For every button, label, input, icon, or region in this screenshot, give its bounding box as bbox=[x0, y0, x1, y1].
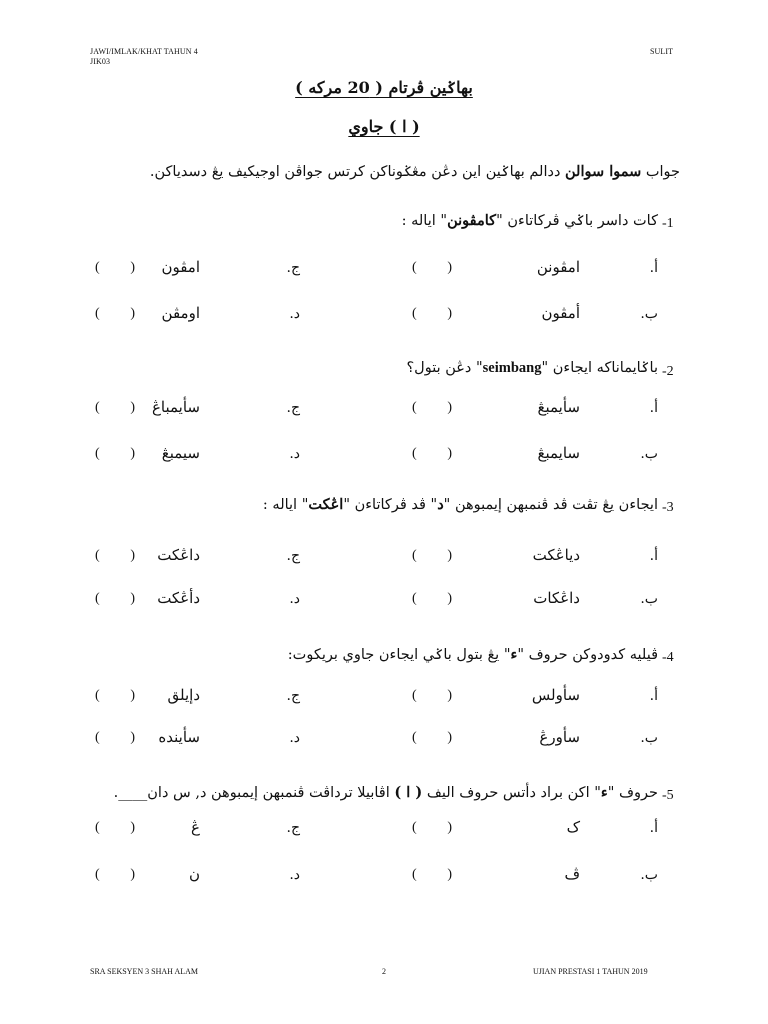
question-text-part: " اكن براد دأتس حروف اليف bbox=[422, 785, 601, 801]
option-a-word: ک bbox=[566, 818, 580, 836]
instruction-pre: جواب bbox=[641, 164, 680, 180]
option-d-label: د. bbox=[289, 867, 300, 883]
option-c-label: ج. bbox=[286, 820, 300, 836]
header-classification: SULIT bbox=[650, 47, 674, 56]
option-b-word: أمڤون bbox=[541, 304, 580, 322]
option-d-label: د. bbox=[289, 730, 300, 746]
box-open-paren: ( bbox=[95, 591, 100, 606]
box-open-paren: ( bbox=[95, 548, 100, 563]
option-b-answer-box[interactable] bbox=[412, 306, 452, 322]
box-open-paren: ( bbox=[95, 688, 100, 703]
box-close-paren: ) bbox=[447, 820, 452, 835]
option-a-answer-box[interactable] bbox=[412, 820, 452, 836]
option-c-answer-box[interactable] bbox=[95, 688, 135, 704]
box-close-paren: ) bbox=[130, 688, 135, 703]
option-c-word: سأيمباڠ bbox=[151, 398, 200, 416]
question-text-part: اڤابيلا ترداڤت ڤنمبهن إيمبوهن د, س دان bbox=[147, 785, 395, 801]
box-open-paren: ( bbox=[412, 591, 417, 606]
question-text-part: " ڤد ڤركاتاءن " bbox=[343, 497, 438, 513]
question-text-part: باݢايماناكه ايجاءن " bbox=[541, 360, 658, 376]
section-subtitle: ( ا ) جاوي bbox=[348, 117, 420, 136]
option-b-answer-box[interactable] bbox=[412, 446, 452, 462]
question-text-part: ء bbox=[600, 784, 608, 801]
box-close-paren: ) bbox=[447, 867, 452, 882]
box-open-paren: ( bbox=[95, 260, 100, 275]
question-text-part: ايجاءن يڠ تڤت ڤد ڤنمبهن إيمبوهن " bbox=[443, 497, 658, 513]
footer-school: SRA SEKSYEN 3 SHAH ALAM bbox=[90, 967, 199, 976]
question-text bbox=[402, 212, 658, 229]
option-d-word: سيمبڠ bbox=[161, 444, 200, 462]
option-b-label: ب. bbox=[640, 591, 658, 607]
option-b-label: ب. bbox=[640, 867, 658, 883]
box-open-paren: ( bbox=[412, 867, 417, 882]
box-open-paren: ( bbox=[95, 446, 100, 461]
option-c-label: ج. bbox=[286, 548, 300, 564]
box-close-paren: ) bbox=[130, 260, 135, 275]
box-close-paren: ) bbox=[130, 446, 135, 461]
question-text-part: ڤيليه كدودوكن حروف " bbox=[517, 647, 658, 663]
instruction-bold: سموا سوالن bbox=[565, 163, 642, 180]
option-c-word: داڠكت bbox=[157, 546, 200, 564]
option-a-label: أ. bbox=[649, 400, 658, 416]
box-open-paren: ( bbox=[412, 548, 417, 563]
question-text-part: د bbox=[437, 496, 444, 513]
box-open-paren: ( bbox=[95, 306, 100, 321]
box-close-paren: ) bbox=[447, 548, 452, 563]
option-a-label: أ. bbox=[649, 820, 658, 836]
question-text bbox=[406, 360, 658, 377]
option-a-label: أ. bbox=[649, 260, 658, 276]
option-b-word: سأورڠ bbox=[539, 728, 580, 746]
question-number: -2 bbox=[662, 364, 674, 379]
option-b-label: ب. bbox=[640, 306, 658, 322]
option-a-word: دياڠكت bbox=[532, 546, 580, 564]
option-c-answer-box[interactable] bbox=[95, 260, 135, 276]
question-text-part: ( ا ) bbox=[394, 784, 423, 801]
box-close-paren: ) bbox=[447, 400, 452, 415]
box-open-paren: ( bbox=[412, 820, 417, 835]
header-code: JIK03 bbox=[90, 57, 111, 66]
box-open-paren: ( bbox=[95, 730, 100, 745]
question-text-part: كامڤونن bbox=[447, 212, 497, 229]
box-close-paren: ) bbox=[130, 591, 135, 606]
question-number: -3 bbox=[662, 500, 674, 515]
option-b-word: سايمبڠ bbox=[537, 444, 580, 462]
option-d-answer-box[interactable] bbox=[95, 446, 135, 462]
option-a-label: أ. bbox=[649, 688, 658, 704]
box-close-paren: ) bbox=[447, 306, 452, 321]
box-open-paren: ( bbox=[412, 688, 417, 703]
question-number: -5 bbox=[662, 788, 674, 803]
section-title: بهاݢين ڤرتام ( 20 مركه ) bbox=[295, 78, 473, 97]
question-text bbox=[114, 784, 658, 801]
option-b-label: ب. bbox=[640, 446, 658, 462]
question-text bbox=[263, 496, 658, 513]
option-c-label: ج. bbox=[286, 688, 300, 704]
option-b-label: ب. bbox=[640, 730, 658, 746]
box-close-paren: ) bbox=[447, 730, 452, 745]
question-text-part: " اياله : bbox=[262, 497, 309, 513]
box-close-paren: ) bbox=[130, 730, 135, 745]
question-text-part: حروف " bbox=[607, 785, 658, 801]
instruction-post: ددالم بهاݢين اين دڠن مڠݢوناكن كرتس جواڤن اوجيكيف يڠ دسدياكن. bbox=[149, 164, 566, 180]
question-text-part: " دڠن بتول؟ bbox=[406, 360, 483, 376]
option-a-word: امڤونن bbox=[536, 258, 580, 276]
footer-page-number: 2 bbox=[382, 967, 386, 976]
option-c-answer-box[interactable] bbox=[95, 548, 135, 564]
question-text-part: كات دا‌سر باݢي ڤركاتاءن " bbox=[496, 213, 658, 229]
box-close-paren: ) bbox=[447, 591, 452, 606]
instruction bbox=[150, 163, 680, 180]
option-a-answer-box[interactable] bbox=[412, 400, 452, 416]
box-close-paren: ) bbox=[447, 688, 452, 703]
box-close-paren: ) bbox=[130, 306, 135, 321]
option-b-answer-box[interactable] bbox=[412, 867, 452, 883]
option-b-word: ڤ bbox=[564, 865, 580, 883]
option-d-label: د. bbox=[289, 591, 300, 607]
option-a-word: سأيمبڠ bbox=[537, 398, 580, 416]
box-close-paren: ) bbox=[447, 260, 452, 275]
option-b-answer-box[interactable] bbox=[412, 730, 452, 746]
option-d-word: ن bbox=[188, 865, 200, 883]
option-d-answer-box[interactable] bbox=[95, 591, 135, 607]
option-c-label: ج. bbox=[286, 400, 300, 416]
option-c-label: ج. bbox=[286, 260, 300, 276]
question-text-part: seimbang bbox=[482, 360, 542, 376]
option-c-answer-box[interactable] bbox=[95, 820, 135, 836]
option-d-word: اومڤن bbox=[161, 304, 200, 322]
box-close-paren: ) bbox=[130, 867, 135, 882]
option-a-answer-box[interactable] bbox=[412, 688, 452, 704]
header-subject: JAWI/IMLAK/KHAT TAHUN 4 bbox=[90, 47, 198, 56]
box-close-paren: ) bbox=[447, 446, 452, 461]
box-open-paren: ( bbox=[95, 820, 100, 835]
question-text-part: " يڠ بتول باݢي ايجاءن جاوي بريكوت: bbox=[287, 647, 511, 663]
box-close-paren: ) bbox=[130, 548, 135, 563]
box-open-paren: ( bbox=[412, 400, 417, 415]
option-a-answer-box[interactable] bbox=[412, 548, 452, 564]
box-close-paren: ) bbox=[130, 400, 135, 415]
option-d-answer-box[interactable] bbox=[95, 867, 135, 883]
question-text bbox=[288, 646, 658, 663]
box-close-paren: ) bbox=[130, 820, 135, 835]
option-d-word: دأڠكت bbox=[157, 589, 200, 607]
option-b-word: داڠكات bbox=[533, 589, 580, 607]
option-a-word: سأولس bbox=[531, 686, 580, 704]
question-text-part: اڠكت bbox=[308, 496, 344, 513]
option-d-answer-box[interactable] bbox=[95, 306, 135, 322]
option-d-answer-box[interactable] bbox=[95, 730, 135, 746]
option-c-word: دإيلق bbox=[167, 686, 200, 704]
question-number: -4 bbox=[662, 650, 674, 665]
answer-blank: ____. bbox=[113, 785, 148, 801]
box-open-paren: ( bbox=[412, 446, 417, 461]
option-c-answer-box[interactable] bbox=[95, 400, 135, 416]
footer-exam: UJIAN PRESTASI 1 TAHUN 2019 bbox=[533, 967, 648, 976]
option-b-answer-box[interactable] bbox=[412, 591, 452, 607]
question-text-part: ء bbox=[510, 646, 518, 663]
option-c-word: ڠ bbox=[191, 818, 200, 836]
box-open-paren: ( bbox=[95, 400, 100, 415]
question-number: -1 bbox=[662, 216, 674, 231]
box-open-paren: ( bbox=[95, 867, 100, 882]
option-a-answer-box[interactable] bbox=[412, 260, 452, 276]
box-open-paren: ( bbox=[412, 730, 417, 745]
box-open-paren: ( bbox=[412, 306, 417, 321]
option-d-label: د. bbox=[289, 446, 300, 462]
option-c-word: امڤون bbox=[161, 258, 200, 276]
option-d-word: سأيندە bbox=[158, 728, 200, 746]
box-open-paren: ( bbox=[412, 260, 417, 275]
option-d-label: د. bbox=[289, 306, 300, 322]
option-a-label: أ. bbox=[649, 548, 658, 564]
question-text-part: " اياله : bbox=[401, 213, 448, 229]
